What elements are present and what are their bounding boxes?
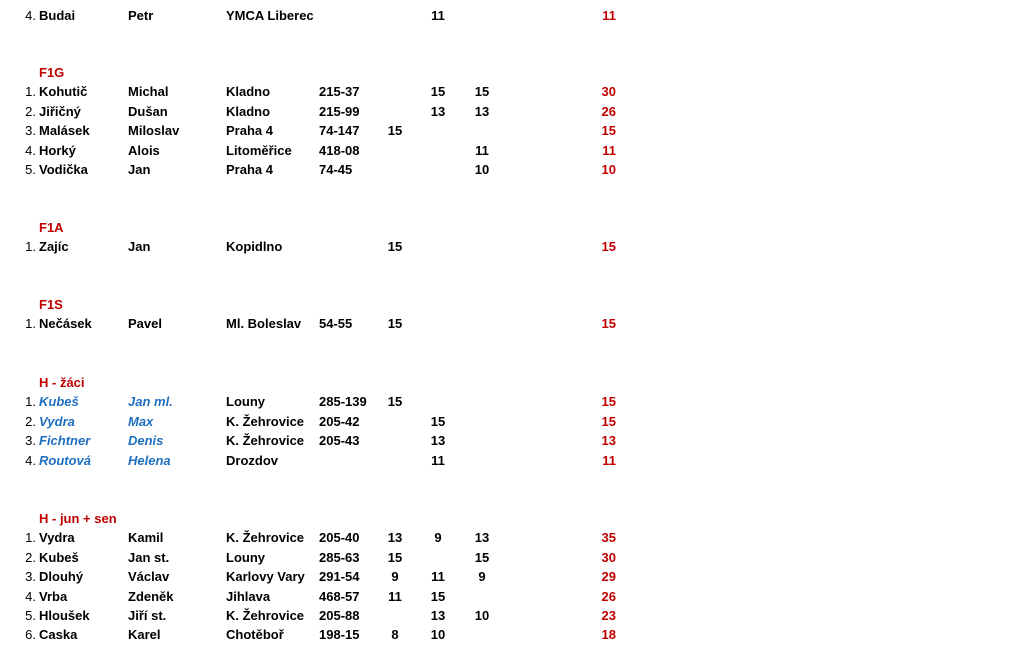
total-score-cell: 26 [601,589,616,604]
license-number-cell: 74-147 [319,123,360,138]
result-row [0,141,1024,160]
surname-cell: Fichtner [39,433,91,448]
club-cell: K. Žehrovice [226,608,305,623]
result-row [0,121,1024,140]
rank-cell: 3. [25,123,36,138]
surname-cell: Nečásek [39,316,92,331]
surname-cell: Jiřičný [39,104,81,119]
license-number-cell: 205-43 [319,433,360,448]
total-score-cell: 15 [601,123,616,138]
first-name-cell: Pavel [128,316,162,331]
surname-cell: Kohutič [39,84,88,99]
score-2-cell: 15 [430,84,446,99]
club-cell: Litoměřice [226,143,292,158]
rank-cell: 5. [25,162,36,177]
score-1-cell: 8 [391,627,399,642]
score-1-cell: 13 [387,530,403,545]
club-cell: Jihlava [226,589,271,604]
total-score-cell: 26 [601,104,616,119]
first-name-cell: Jan [128,162,151,177]
score-2-cell: 10 [430,627,446,642]
score-1-cell: 11 [388,589,402,604]
score-2-cell: 11 [431,453,445,468]
surname-cell: Malásek [39,123,90,138]
first-name-cell: Zdeněk [128,589,174,604]
result-row [0,451,1024,470]
license-number-cell: 285-63 [319,550,360,565]
category-heading: F1G [39,65,65,80]
result-row [0,160,1024,179]
first-name-cell: Jan st. [128,550,170,565]
first-name-cell: Petr [128,8,154,23]
rank-cell: 3. [25,433,36,448]
rank-cell: 1. [25,316,36,331]
category-heading: H - žáci [39,375,85,390]
score-3-cell: 11 [475,143,489,158]
first-name-cell: Miloslav [128,123,180,138]
result-row [0,314,1024,333]
club-cell: K. Žehrovice [226,530,305,545]
first-name-cell: Max [128,414,154,429]
rank-cell: 1. [25,530,36,545]
rank-cell: 6. [25,627,36,642]
score-1-cell: 15 [387,123,403,138]
surname-cell: Horký [39,143,76,158]
score-2-cell: 11 [431,8,445,23]
first-name-cell: Alois [128,143,160,158]
total-score-cell: 23 [601,608,616,623]
surname-cell: Dlouhý [39,569,84,584]
score-2-cell: 13 [430,608,446,623]
score-3-cell: 9 [478,569,486,584]
license-number-cell: 418-08 [319,143,360,158]
total-score-cell: 11 [602,143,616,158]
surname-cell: Kubeš [39,394,79,409]
club-cell: Drozdov [226,453,278,468]
club-cell: Chotěboř [226,627,284,642]
license-number-cell: 205-40 [319,530,360,545]
surname-cell: Zajíc [39,239,69,254]
score-3-cell: 13 [474,530,490,545]
first-name-cell: Jan ml. [128,394,173,409]
license-number-cell: 54-55 [319,316,353,331]
result-row [0,102,1024,121]
total-score-cell: 15 [601,316,616,331]
total-score-cell: 29 [601,569,616,584]
license-number-cell: 198-15 [319,627,360,642]
total-score-cell: 13 [601,433,616,448]
total-score-cell: 11 [602,8,616,23]
first-name-cell: Michal [128,84,169,99]
club-cell: Kladno [226,84,271,99]
score-1-cell: 15 [387,394,403,409]
total-score-cell: 30 [601,550,616,565]
category-heading: H - jun + sen [39,511,117,526]
surname-cell: Vrba [39,589,68,604]
first-name-cell: Karel [128,627,161,642]
rank-cell: 2. [25,414,36,429]
result-row [0,237,1024,256]
rank-cell: 4. [25,453,36,468]
license-number-cell: 205-42 [319,414,360,429]
result-row [0,431,1024,450]
score-2-cell: 15 [430,589,446,604]
surname-cell: Caska [39,627,78,642]
category-heading: F1A [39,220,64,235]
rank-cell: 5. [25,608,36,623]
result-row [0,82,1024,101]
result-row [0,6,1024,25]
surname-cell: Budai [39,8,76,23]
score-1-cell: 15 [387,550,403,565]
result-row [0,392,1024,411]
first-name-cell: Denis [128,433,164,448]
license-number-cell: 215-99 [319,104,360,119]
first-name-cell: Jiří st. [128,608,167,623]
score-2-cell: 15 [430,414,446,429]
surname-cell: Hloušek [39,608,90,623]
total-score-cell: 15 [601,414,616,429]
result-row [0,548,1024,567]
license-number-cell: 285-139 [319,394,367,409]
rank-cell: 4. [25,8,36,23]
category-heading: F1S [39,297,63,312]
club-cell: Praha 4 [226,123,273,138]
score-1-cell: 9 [391,569,399,584]
score-3-cell: 10 [474,162,490,177]
score-1-cell: 15 [387,316,403,331]
club-cell: Praha 4 [226,162,273,177]
rank-cell: 1. [25,239,36,254]
rank-cell: 4. [25,143,36,158]
score-1-cell: 15 [387,239,403,254]
license-number-cell: 74-45 [319,162,353,177]
result-row [0,606,1024,625]
license-number-cell: 215-37 [319,84,360,99]
club-cell: Ml. Boleslav [226,316,302,331]
surname-cell: Routová [39,453,91,468]
club-cell: K. Žehrovice [226,433,305,448]
surname-cell: Vydra [39,414,75,429]
rank-cell: 1. [25,84,36,99]
first-name-cell: Dušan [128,104,168,119]
score-3-cell: 13 [474,104,490,119]
club-cell: Karlovy Vary [226,569,305,584]
result-row [0,567,1024,586]
result-row [0,625,1024,644]
club-cell: Louny [226,550,265,565]
total-score-cell: 10 [601,162,616,177]
total-score-cell: 18 [601,627,616,642]
surname-cell: Vydra [39,530,75,545]
license-number-cell: 205-88 [319,608,360,623]
club-cell: Louny [226,394,265,409]
surname-cell: Kubeš [39,550,79,565]
rank-cell: 4. [25,589,36,604]
rank-cell: 1. [25,394,36,409]
score-2-cell: 13 [430,433,446,448]
score-2-cell: 13 [430,104,446,119]
total-score-cell: 35 [601,530,616,545]
total-score-cell: 30 [601,84,616,99]
rank-cell: 3. [25,569,36,584]
first-name-cell: Jan [128,239,151,254]
total-score-cell: 11 [602,453,616,468]
first-name-cell: Helena [128,453,171,468]
surname-cell: Vodička [39,162,88,177]
result-row [0,528,1024,547]
club-cell: YMCA Liberec [226,8,314,23]
total-score-cell: 15 [601,394,616,409]
result-row [0,587,1024,606]
rank-cell: 2. [25,550,36,565]
first-name-cell: Kamil [128,530,164,545]
first-name-cell: Václav [128,569,170,584]
total-score-cell: 15 [601,239,616,254]
score-3-cell: 10 [474,608,490,623]
club-cell: Kladno [226,104,271,119]
result-row [0,412,1024,431]
score-3-cell: 15 [474,84,490,99]
license-number-cell: 468-57 [319,589,360,604]
club-cell: Kopidlno [226,239,283,254]
score-2-cell: 9 [434,530,442,545]
club-cell: K. Žehrovice [226,414,305,429]
rank-cell: 2. [25,104,36,119]
score-3-cell: 15 [474,550,490,565]
score-2-cell: 11 [431,569,445,584]
license-number-cell: 291-54 [319,569,360,584]
